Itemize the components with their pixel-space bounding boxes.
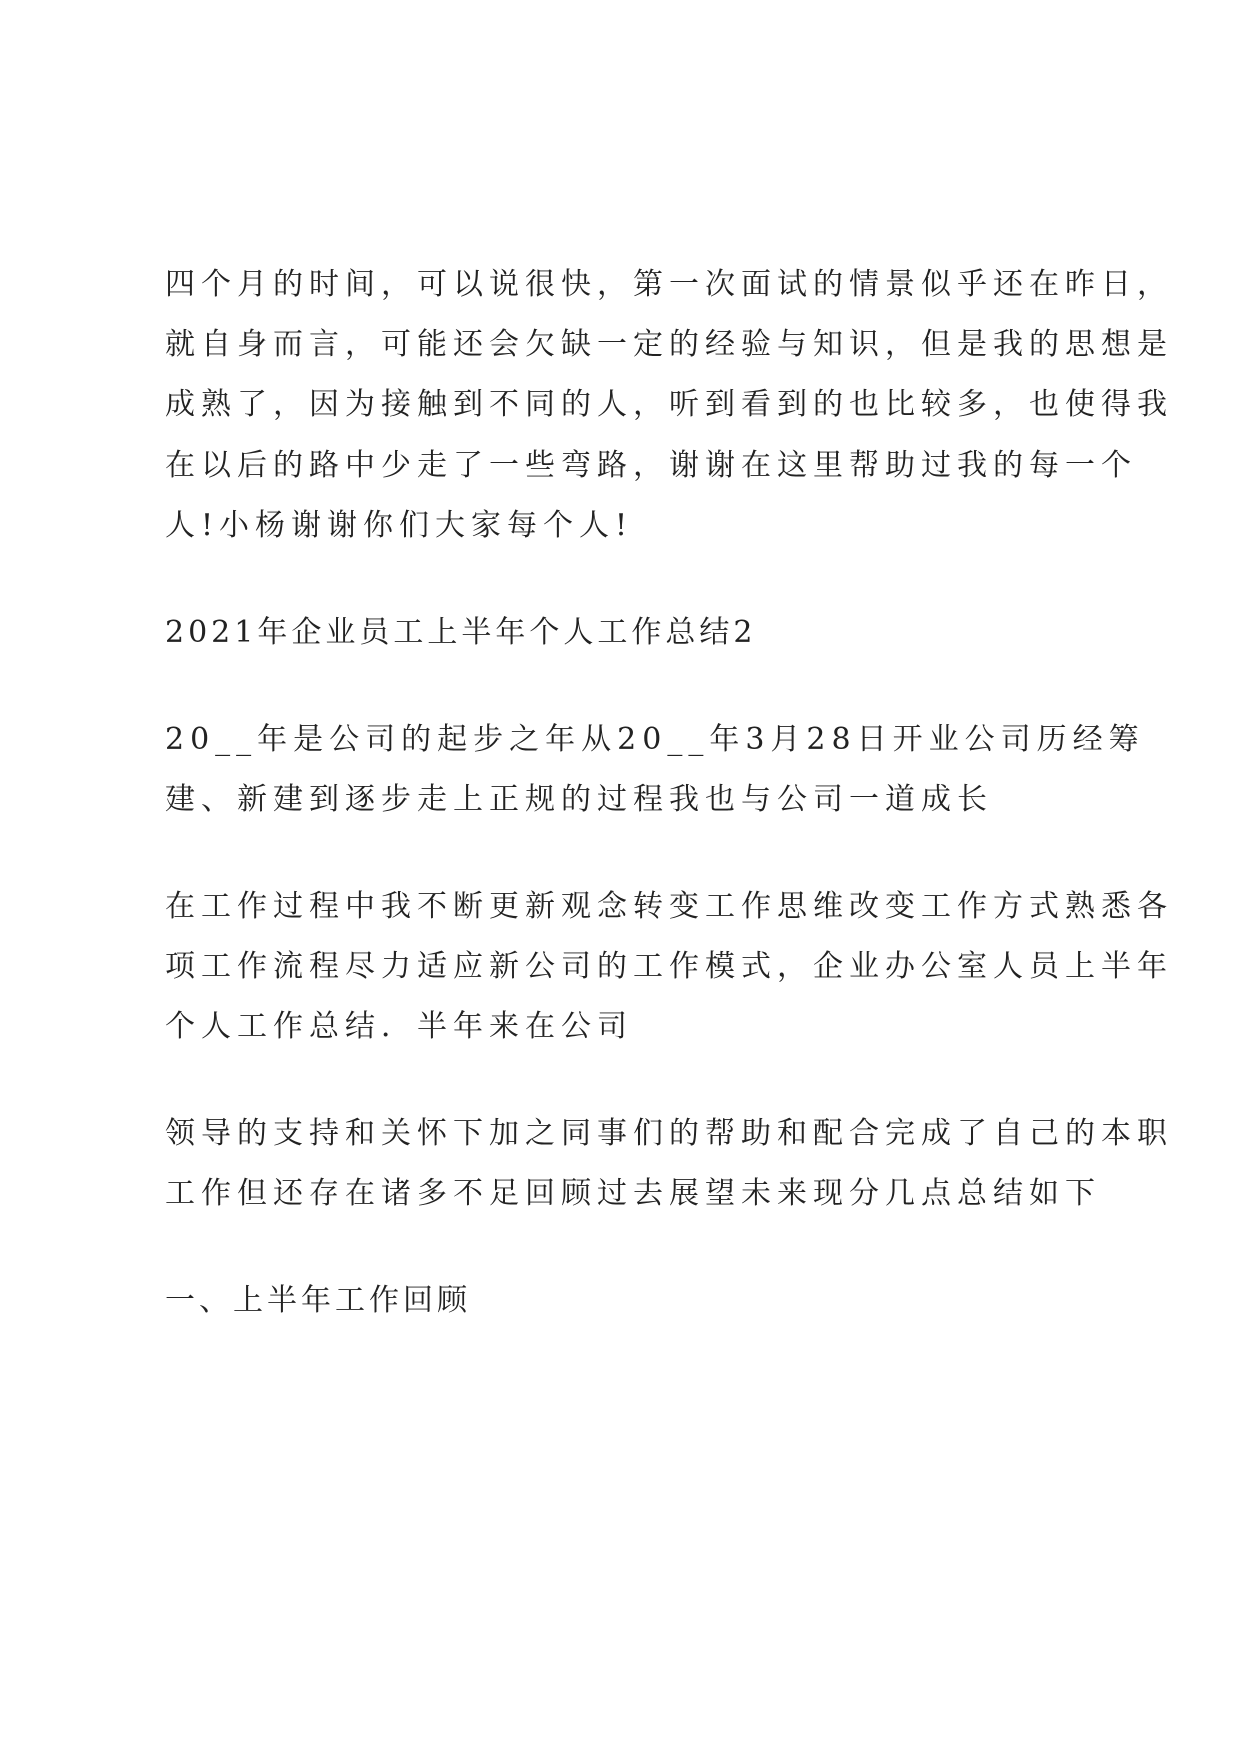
- paragraph-1-line-5: 人!小杨谢谢你们大家每个人!: [165, 508, 634, 543]
- paragraph-3-line-3: 个人工作总结．半年来在公司: [165, 1009, 633, 1044]
- paragraph-4-line-2: 工作但还存在诸多不足回顾过去展望未来现分几点总结如下: [165, 1176, 1101, 1211]
- paragraph-1-line-2: 就自身而言，可能还会欠缺一定的经验与知识，但是我的思想是: [165, 327, 1173, 362]
- section-heading-1: 一、上半年工作回顾: [165, 1283, 471, 1318]
- paragraph-1-line-3: 成熟了，因为接触到不同的人，听到看到的也比较多，也使得我: [165, 387, 1173, 422]
- paragraph-3-line-1: 在工作过程中我不断更新观念转变工作思维改变工作方式熟悉各: [165, 889, 1173, 924]
- paragraph-4-line-1: 领导的支持和关怀下加之同事们的帮助和配合完成了自己的本职: [165, 1116, 1173, 1151]
- paragraph-1-line-1: 四个月的时间，可以说很快，第一次面试的情景似乎还在昨日，: [165, 267, 1173, 302]
- paragraph-3-line-2: 项工作流程尽力适应新公司的工作模式，企业办公室人员上半年: [165, 949, 1173, 984]
- paragraph-2-line-2: 建、新建到逐步走上正规的过程我也与公司一道成长: [165, 782, 993, 817]
- paragraph-1-line-4: 在以后的路中少走了一些弯路，谢谢在这里帮助过我的每一个: [165, 448, 1137, 483]
- paragraph-2-line-1: 20__年是公司的起步之年从20__年3月28日开业公司历经筹: [165, 722, 1145, 757]
- document-title-2: 2021年企业员工上半年个人工作总结2: [165, 615, 757, 650]
